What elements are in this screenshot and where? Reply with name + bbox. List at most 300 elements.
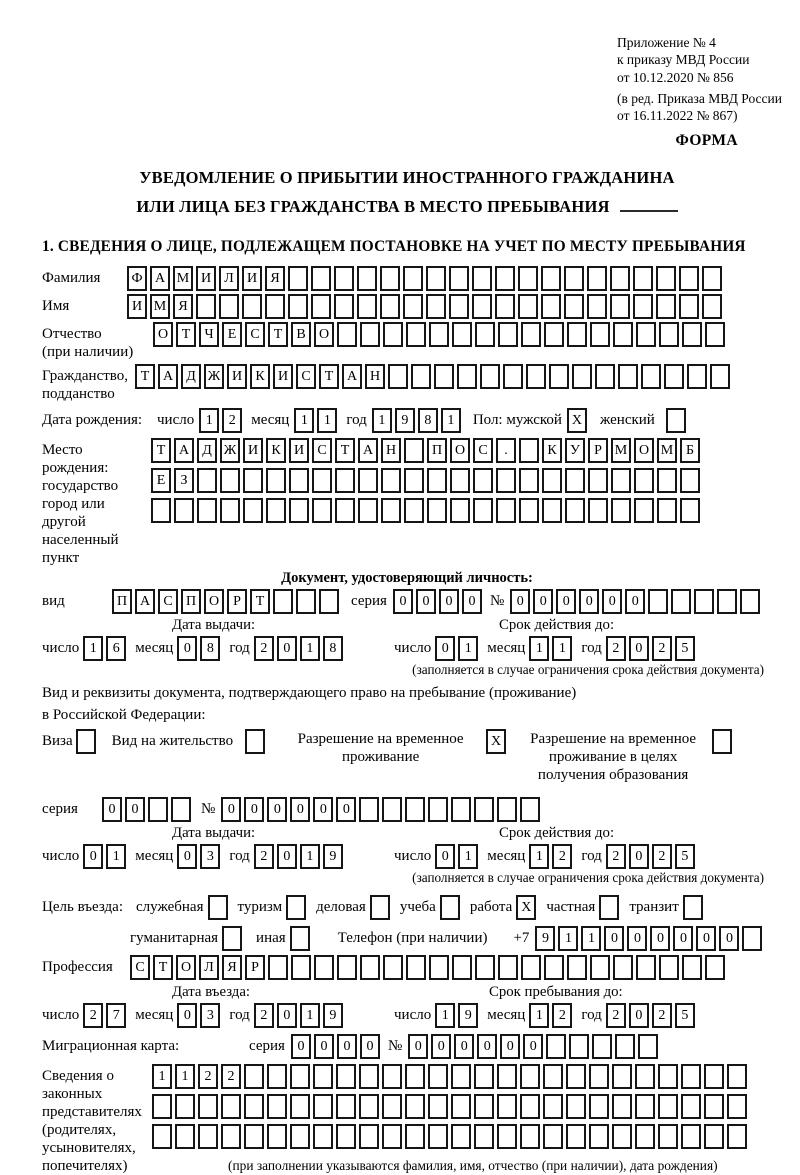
char-box[interactable] [679, 294, 699, 319]
char-box[interactable]: 2 [83, 1003, 103, 1028]
char-box[interactable]: 0 [291, 1034, 311, 1059]
char-box[interactable]: 5 [675, 636, 695, 661]
char-box[interactable]: И [227, 364, 247, 389]
residence-permit-checkbox[interactable] [245, 729, 265, 754]
char-box[interactable] [610, 266, 630, 291]
char-box[interactable] [406, 322, 426, 347]
char-box[interactable] [473, 498, 493, 523]
char-box[interactable]: 2 [222, 408, 242, 433]
char-box[interactable]: 1 [581, 926, 601, 951]
birth-year-boxes[interactable] [372, 408, 461, 433]
char-box[interactable] [635, 1124, 655, 1149]
char-box[interactable] [290, 1064, 310, 1089]
char-box[interactable]: Л [199, 955, 219, 980]
char-box[interactable]: 0 [337, 1034, 357, 1059]
char-box[interactable] [612, 1064, 632, 1089]
char-box[interactable] [610, 294, 630, 319]
char-box[interactable] [567, 955, 587, 980]
char-box[interactable] [503, 364, 523, 389]
validity-year-boxes[interactable] [606, 636, 695, 661]
char-box[interactable]: Т [176, 322, 196, 347]
char-box[interactable] [336, 1094, 356, 1119]
char-box[interactable]: О [204, 589, 224, 614]
char-box[interactable]: 9 [323, 844, 343, 869]
char-box[interactable] [742, 926, 762, 951]
char-box[interactable] [403, 294, 423, 319]
char-box[interactable]: И [127, 294, 147, 319]
char-box[interactable] [451, 1124, 471, 1149]
char-box[interactable] [427, 498, 447, 523]
char-box[interactable] [519, 498, 539, 523]
char-box[interactable] [518, 294, 538, 319]
char-box[interactable] [403, 266, 423, 291]
char-box[interactable]: 0 [454, 1034, 474, 1059]
char-box[interactable] [687, 364, 707, 389]
char-box[interactable] [680, 468, 700, 493]
char-box[interactable]: С [312, 438, 332, 463]
purpose-work-checkbox[interactable] [516, 895, 536, 920]
char-box[interactable] [426, 266, 446, 291]
char-box[interactable]: 0 [360, 1034, 380, 1059]
char-box[interactable] [312, 498, 332, 523]
char-box[interactable] [289, 468, 309, 493]
char-box[interactable]: А [158, 364, 178, 389]
char-box[interactable]: 3 [200, 1003, 220, 1028]
validity-day-boxes[interactable] [435, 636, 478, 661]
residence-series-boxes[interactable] [102, 797, 191, 822]
char-box[interactable] [220, 498, 240, 523]
char-box[interactable] [681, 1094, 701, 1119]
char-box[interactable] [196, 294, 216, 319]
char-box[interactable] [590, 322, 610, 347]
char-box[interactable] [171, 797, 191, 822]
profession-boxes[interactable] [130, 955, 725, 980]
char-box[interactable] [681, 1064, 701, 1089]
char-box[interactable] [243, 498, 263, 523]
char-box[interactable] [220, 468, 240, 493]
char-box[interactable] [267, 1124, 287, 1149]
entry-year-boxes[interactable] [254, 1003, 343, 1028]
char-box[interactable] [380, 294, 400, 319]
representatives-line2[interactable] [152, 1094, 747, 1119]
residence-issue-month-boxes[interactable] [177, 844, 220, 869]
char-box[interactable]: Т [153, 955, 173, 980]
char-box[interactable] [242, 294, 262, 319]
char-box[interactable]: 1 [317, 408, 337, 433]
char-box[interactable] [635, 1064, 655, 1089]
char-box[interactable] [266, 498, 286, 523]
char-box[interactable] [266, 468, 286, 493]
purpose-other-checkbox[interactable] [290, 926, 310, 951]
char-box[interactable]: А [342, 364, 362, 389]
char-box[interactable]: 2 [606, 844, 626, 869]
char-box[interactable]: 2 [652, 636, 672, 661]
char-box[interactable]: 1 [558, 926, 578, 951]
char-box[interactable] [451, 1064, 471, 1089]
char-box[interactable] [740, 589, 760, 614]
char-box[interactable] [565, 498, 585, 523]
purpose-study-checkbox[interactable] [440, 895, 460, 920]
char-box[interactable]: 2 [606, 636, 626, 661]
char-box[interactable]: Д [181, 364, 201, 389]
char-box[interactable]: 0 [579, 589, 599, 614]
char-box[interactable] [567, 322, 587, 347]
char-box[interactable]: 2 [254, 1003, 274, 1028]
char-box[interactable] [360, 955, 380, 980]
char-box[interactable]: 0 [673, 926, 693, 951]
char-box[interactable] [289, 498, 309, 523]
residence-validity-year-boxes[interactable] [606, 844, 695, 869]
char-box[interactable] [566, 1064, 586, 1089]
char-box[interactable] [359, 1094, 379, 1119]
char-box[interactable] [334, 294, 354, 319]
char-box[interactable] [587, 294, 607, 319]
entry-month-boxes[interactable] [177, 1003, 220, 1028]
char-box[interactable] [290, 1124, 310, 1149]
validity-month-boxes[interactable] [529, 636, 572, 661]
char-box[interactable]: 0 [125, 797, 145, 822]
char-box[interactable]: 0 [629, 844, 649, 869]
char-box[interactable] [428, 1064, 448, 1089]
char-box[interactable] [495, 266, 515, 291]
char-box[interactable]: 1 [83, 636, 103, 661]
char-box[interactable]: 9 [323, 1003, 343, 1028]
purpose-business-checkbox[interactable] [370, 895, 390, 920]
char-box[interactable] [268, 955, 288, 980]
birth-place-line1[interactable] [151, 438, 700, 463]
char-box[interactable] [704, 1124, 724, 1149]
stay-year-boxes[interactable] [606, 1003, 695, 1028]
representatives-line1[interactable] [152, 1064, 747, 1089]
char-box[interactable] [518, 266, 538, 291]
char-box[interactable] [311, 294, 331, 319]
purpose-transit-checkbox[interactable] [683, 895, 703, 920]
char-box[interactable]: 5 [675, 844, 695, 869]
char-box[interactable] [291, 955, 311, 980]
char-box[interactable] [474, 1094, 494, 1119]
char-box[interactable] [657, 468, 677, 493]
char-box[interactable] [704, 1064, 724, 1089]
issue-year-boxes[interactable] [254, 636, 343, 661]
char-box[interactable] [694, 589, 714, 614]
char-box[interactable]: X [567, 408, 587, 433]
char-box[interactable]: Л [219, 266, 239, 291]
char-box[interactable] [519, 438, 539, 463]
char-box[interactable] [520, 797, 540, 822]
char-box[interactable] [151, 498, 171, 523]
sex-female-checkbox[interactable] [666, 408, 686, 433]
char-box[interactable] [475, 322, 495, 347]
char-box[interactable]: 0 [477, 1034, 497, 1059]
purpose-humanitarian-checkbox[interactable] [222, 926, 242, 951]
residence-issue-day-boxes[interactable] [83, 844, 126, 869]
temp-residence-permit-checkbox[interactable] [486, 729, 506, 754]
char-box[interactable]: 0 [221, 797, 241, 822]
char-box[interactable] [498, 955, 518, 980]
char-box[interactable] [221, 1124, 241, 1149]
char-box[interactable] [543, 1064, 563, 1089]
doc-kind-boxes[interactable] [112, 589, 339, 614]
char-box[interactable] [152, 1094, 172, 1119]
char-box[interactable]: 0 [244, 797, 264, 822]
char-box[interactable]: И [273, 364, 293, 389]
char-box[interactable]: Е [151, 468, 171, 493]
char-box[interactable] [357, 266, 377, 291]
char-box[interactable]: 2 [606, 1003, 626, 1028]
char-box[interactable] [589, 1094, 609, 1119]
char-box[interactable] [175, 1094, 195, 1119]
char-box[interactable]: Я [173, 294, 193, 319]
char-box[interactable]: Ф [127, 266, 147, 291]
char-box[interactable] [641, 364, 661, 389]
char-box[interactable] [702, 294, 722, 319]
char-box[interactable] [405, 1064, 425, 1089]
char-box[interactable] [450, 468, 470, 493]
char-box[interactable]: 9 [458, 1003, 478, 1028]
char-box[interactable] [382, 1094, 402, 1119]
char-box[interactable]: 1 [529, 1003, 549, 1028]
char-box[interactable]: Я [265, 266, 285, 291]
char-box[interactable]: О [176, 955, 196, 980]
char-box[interactable] [681, 1124, 701, 1149]
char-box[interactable] [657, 498, 677, 523]
phone-digit-boxes[interactable] [535, 926, 762, 951]
char-box[interactable]: 0 [431, 1034, 451, 1059]
char-box[interactable] [656, 294, 676, 319]
char-box[interactable] [549, 364, 569, 389]
char-box[interactable] [406, 955, 426, 980]
char-box[interactable] [682, 955, 702, 980]
char-box[interactable] [496, 468, 516, 493]
char-box[interactable]: 2 [552, 844, 572, 869]
edu-residence-permit-checkbox[interactable] [712, 729, 732, 754]
char-box[interactable] [313, 1124, 333, 1149]
char-box[interactable] [564, 266, 584, 291]
char-box[interactable]: 1 [152, 1064, 172, 1089]
doc-number-boxes[interactable] [510, 589, 760, 614]
char-box[interactable] [222, 926, 242, 951]
char-box[interactable] [717, 589, 737, 614]
char-box[interactable]: 0 [102, 797, 122, 822]
char-box[interactable] [440, 895, 460, 920]
char-box[interactable] [175, 1124, 195, 1149]
char-box[interactable] [635, 1094, 655, 1119]
char-box[interactable]: С [245, 322, 265, 347]
char-box[interactable] [636, 955, 656, 980]
char-box[interactable]: 0 [500, 1034, 520, 1059]
char-box[interactable] [666, 408, 686, 433]
char-box[interactable]: 2 [221, 1064, 241, 1089]
char-box[interactable]: 7 [106, 1003, 126, 1028]
char-box[interactable]: П [112, 589, 132, 614]
char-box[interactable] [520, 1094, 540, 1119]
char-box[interactable]: 0 [629, 636, 649, 661]
char-box[interactable]: Е [222, 322, 242, 347]
char-box[interactable]: Т [335, 438, 355, 463]
char-box[interactable]: 0 [416, 589, 436, 614]
char-box[interactable] [358, 498, 378, 523]
char-box[interactable] [452, 955, 472, 980]
char-box[interactable] [265, 294, 285, 319]
char-box[interactable] [658, 1064, 678, 1089]
purpose-private-checkbox[interactable] [599, 895, 619, 920]
char-box[interactable]: О [450, 438, 470, 463]
char-box[interactable] [290, 1094, 310, 1119]
char-box[interactable] [405, 797, 425, 822]
char-box[interactable]: 0 [629, 1003, 649, 1028]
birth-place-line3[interactable] [151, 498, 700, 523]
char-box[interactable]: И [243, 438, 263, 463]
char-box[interactable] [335, 468, 355, 493]
char-box[interactable] [404, 468, 424, 493]
char-box[interactable] [543, 1124, 563, 1149]
char-box[interactable]: С [473, 438, 493, 463]
residence-validity-day-boxes[interactable] [435, 844, 478, 869]
char-box[interactable] [288, 294, 308, 319]
char-box[interactable]: М [173, 266, 193, 291]
char-box[interactable]: 3 [200, 844, 220, 869]
char-box[interactable] [313, 1094, 333, 1119]
char-box[interactable] [566, 1094, 586, 1119]
char-box[interactable] [612, 1094, 632, 1119]
char-box[interactable] [312, 468, 332, 493]
char-box[interactable] [727, 1064, 747, 1089]
char-box[interactable]: 0 [83, 844, 103, 869]
char-box[interactable] [592, 1034, 612, 1059]
char-box[interactable] [588, 498, 608, 523]
char-box[interactable]: 0 [462, 589, 482, 614]
char-box[interactable]: 9 [395, 408, 415, 433]
char-box[interactable] [472, 294, 492, 319]
char-box[interactable]: 2 [254, 636, 274, 661]
char-box[interactable] [659, 322, 679, 347]
char-box[interactable]: Я [222, 955, 242, 980]
char-box[interactable] [589, 1124, 609, 1149]
char-box[interactable] [546, 1034, 566, 1059]
char-box[interactable] [638, 1034, 658, 1059]
char-box[interactable]: Т [250, 589, 270, 614]
char-box[interactable]: 2 [198, 1064, 218, 1089]
char-box[interactable]: 0 [290, 797, 310, 822]
char-box[interactable] [664, 364, 684, 389]
char-box[interactable] [521, 955, 541, 980]
char-box[interactable] [472, 266, 492, 291]
char-box[interactable] [411, 364, 431, 389]
char-box[interactable]: 0 [393, 589, 413, 614]
char-box[interactable]: 0 [314, 1034, 334, 1059]
char-box[interactable]: 0 [650, 926, 670, 951]
char-box[interactable]: 0 [523, 1034, 543, 1059]
char-box[interactable] [382, 1124, 402, 1149]
char-box[interactable]: Р [588, 438, 608, 463]
visa-checkbox[interactable] [76, 729, 96, 754]
char-box[interactable] [543, 1094, 563, 1119]
char-box[interactable]: 0 [267, 797, 287, 822]
char-box[interactable]: Т [135, 364, 155, 389]
char-box[interactable]: Ж [204, 364, 224, 389]
char-box[interactable] [656, 266, 676, 291]
doc-series-boxes[interactable] [393, 589, 482, 614]
char-box[interactable] [370, 895, 390, 920]
char-box[interactable] [520, 1124, 540, 1149]
char-box[interactable] [590, 955, 610, 980]
char-box[interactable]: 0 [510, 589, 530, 614]
char-box[interactable]: 0 [277, 1003, 297, 1028]
char-box[interactable]: 0 [277, 636, 297, 661]
char-box[interactable] [521, 322, 541, 347]
char-box[interactable] [450, 498, 470, 523]
char-box[interactable]: 8 [418, 408, 438, 433]
char-box[interactable] [542, 468, 562, 493]
char-box[interactable] [634, 498, 654, 523]
char-box[interactable]: И [289, 438, 309, 463]
char-box[interactable] [426, 294, 446, 319]
char-box[interactable]: 1 [175, 1064, 195, 1089]
char-box[interactable]: Ч [199, 322, 219, 347]
char-box[interactable] [633, 266, 653, 291]
issue-month-boxes[interactable] [177, 636, 220, 661]
char-box[interactable] [613, 955, 633, 980]
char-box[interactable]: 0 [439, 589, 459, 614]
sex-male-checkbox[interactable] [567, 408, 587, 433]
char-box[interactable] [727, 1094, 747, 1119]
char-box[interactable] [267, 1064, 287, 1089]
char-box[interactable]: 1 [199, 408, 219, 433]
char-box[interactable]: Н [381, 438, 401, 463]
char-box[interactable] [473, 468, 493, 493]
char-box[interactable] [358, 468, 378, 493]
purpose-tourism-checkbox[interactable] [286, 895, 306, 920]
char-box[interactable] [612, 1124, 632, 1149]
char-box[interactable]: Т [151, 438, 171, 463]
char-box[interactable]: М [150, 294, 170, 319]
char-box[interactable]: 0 [177, 636, 197, 661]
char-box[interactable] [336, 1064, 356, 1089]
migration-series-boxes[interactable] [291, 1034, 380, 1059]
stay-day-boxes[interactable] [435, 1003, 478, 1028]
char-box[interactable]: Р [245, 955, 265, 980]
char-box[interactable]: 1 [300, 1003, 320, 1028]
char-box[interactable]: 1 [300, 844, 320, 869]
char-box[interactable] [495, 294, 515, 319]
char-box[interactable] [405, 1124, 425, 1149]
char-box[interactable] [544, 322, 564, 347]
char-box[interactable] [174, 498, 194, 523]
char-box[interactable]: М [657, 438, 677, 463]
char-box[interactable]: 6 [106, 636, 126, 661]
char-box[interactable] [337, 322, 357, 347]
char-box[interactable] [198, 1094, 218, 1119]
char-box[interactable] [219, 294, 239, 319]
char-box[interactable]: О [634, 438, 654, 463]
char-box[interactable]: 1 [106, 844, 126, 869]
char-box[interactable] [497, 797, 517, 822]
char-box[interactable] [244, 1124, 264, 1149]
char-box[interactable] [382, 797, 402, 822]
char-box[interactable] [727, 1124, 747, 1149]
surname-boxes[interactable] [127, 266, 722, 291]
char-box[interactable] [541, 266, 561, 291]
char-box[interactable]: А [174, 438, 194, 463]
char-box[interactable]: А [135, 589, 155, 614]
char-box[interactable]: И [242, 266, 262, 291]
char-box[interactable] [428, 797, 448, 822]
char-box[interactable] [659, 955, 679, 980]
char-box[interactable] [636, 322, 656, 347]
char-box[interactable]: X [516, 895, 536, 920]
char-box[interactable]: 0 [627, 926, 647, 951]
birth-place-line2[interactable] [151, 468, 700, 493]
